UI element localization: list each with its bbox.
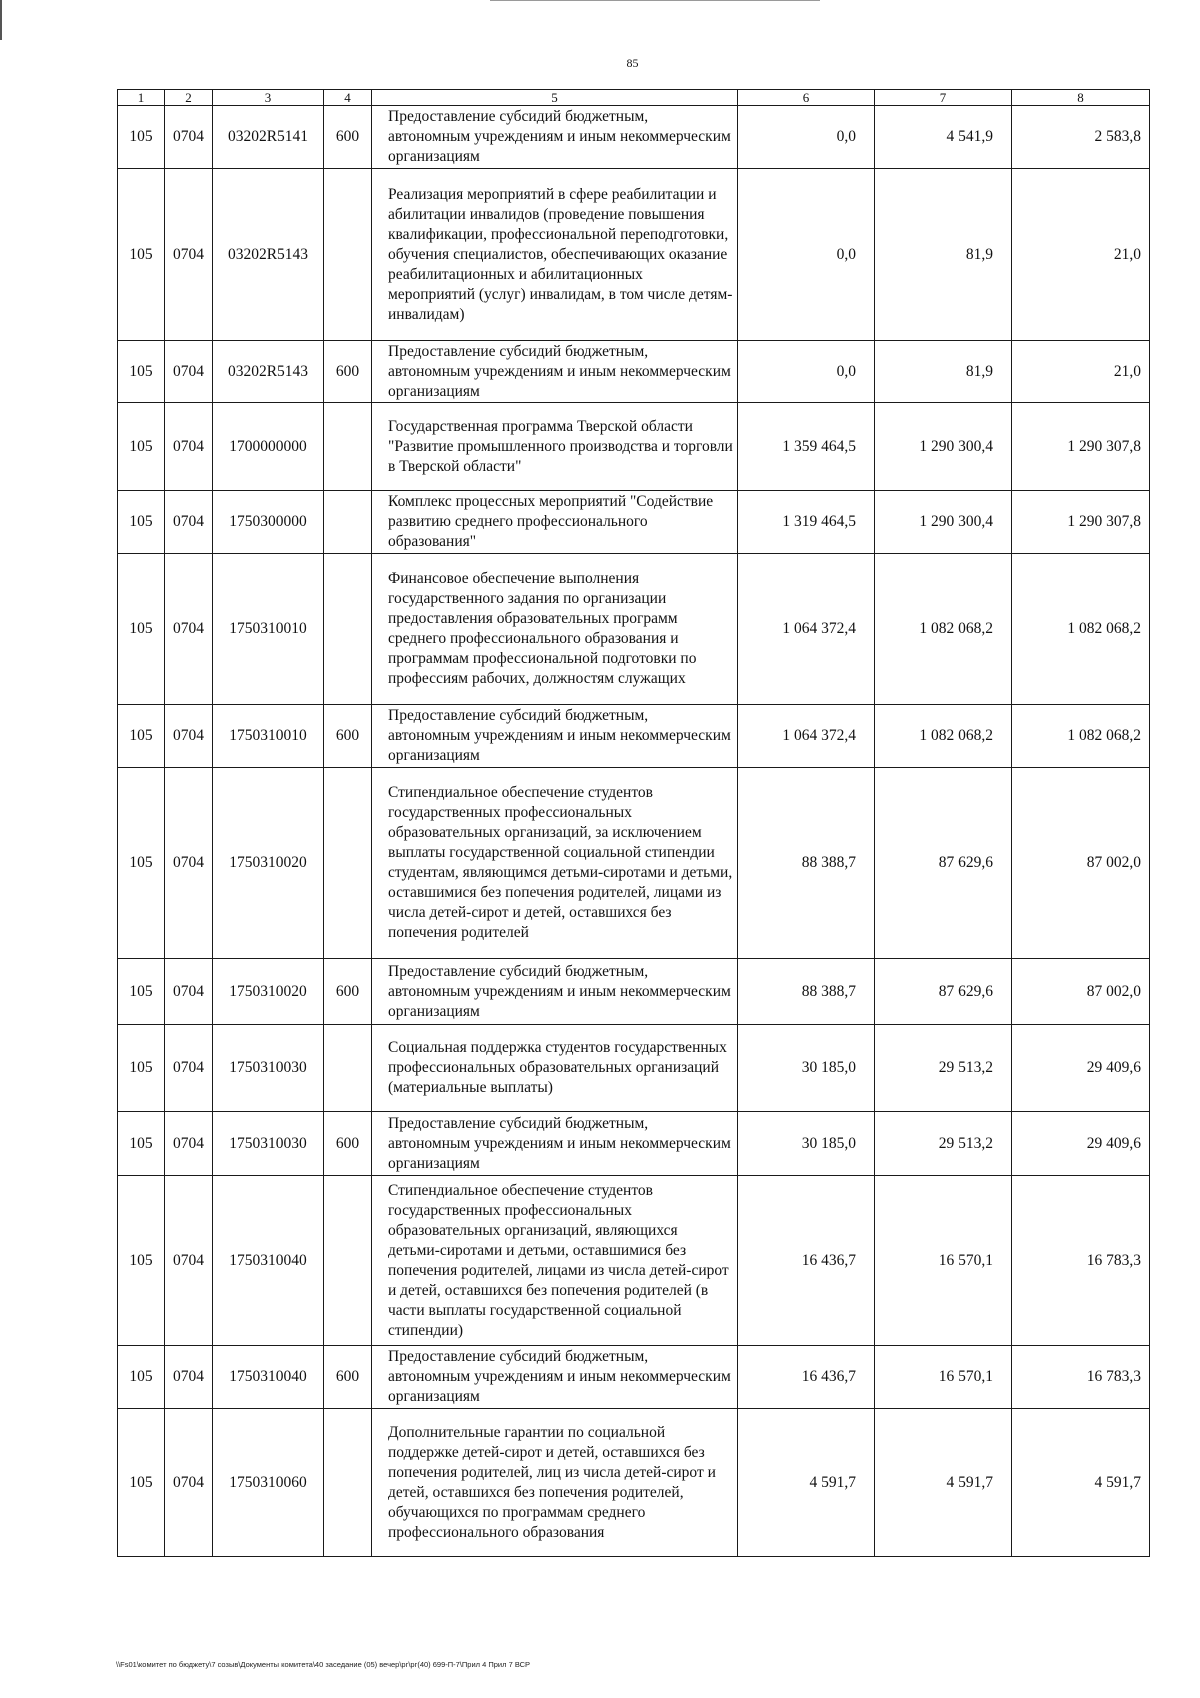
header-cell: 6	[738, 90, 875, 106]
cell-section: 0704	[165, 1112, 213, 1176]
cell-target-article: 1750310020	[213, 959, 324, 1025]
header-cell: 4	[324, 90, 372, 106]
cell-target-article: 03202R5143	[213, 169, 324, 341]
cell-amount-7: 1 290 300,4	[875, 403, 1012, 491]
cell-amount-7: 16 570,1	[875, 1176, 1012, 1346]
cell-amount-6: 16 436,7	[738, 1176, 875, 1346]
cell-amount-6: 0,0	[738, 169, 875, 341]
cell-amount-6: 1 064 372,4	[738, 554, 875, 705]
cell-amount-7: 87 629,6	[875, 768, 1012, 959]
header-cell: 1	[118, 90, 165, 106]
cell-section: 0704	[165, 169, 213, 341]
cell-amount-6: 88 388,7	[738, 959, 875, 1025]
table-row	[118, 491, 1150, 554]
cell-amount-7: 81,9	[875, 169, 1012, 341]
header-cell: 5	[372, 90, 738, 106]
cell-expense-type: 600	[324, 106, 372, 169]
footer-file-path: \\Fs01\комитет по бюджету\7 созыв\Документы комитета\40 заседание (05) вечер\рг\рг(40) 699-П-7\Прил 4 Прил 7 ВСР	[116, 1660, 530, 1669]
cell-ministry: 105	[118, 1025, 165, 1112]
cell-amount-7: 87 629,6	[875, 959, 1012, 1025]
cell-description: Государственная программа Тверской области "Развитие промышленного производства и торговли в Тверской области"	[372, 403, 738, 491]
cell-description: Дополнительные гарантии по социальной поддержке детей-сирот и детей, оставшихся без попечения родителей, лиц из числа детей-сирот и детей, оставшихся без попечения родителей, обучающихся по программам среднего профессионального образования	[372, 1409, 738, 1557]
cell-amount-6: 1 319 464,5	[738, 491, 875, 554]
cell-expense-type: 600	[324, 1346, 372, 1409]
table-row	[118, 959, 1150, 1025]
cell-amount-8: 87 002,0	[1012, 768, 1150, 959]
cell-target-article: 03202R5141	[213, 106, 324, 169]
cell-description: Реализация мероприятий в сфере реабилитации и абилитации инвалидов (проведение повышения квалификации, профессиональной переподготовки, обучения специалистов, обеспечивающих оказание реабилитационных и абилитационных мероприятий (услуг) инвалидам, в том числе детям-инвалидам)	[372, 169, 738, 341]
cell-expense-type	[324, 403, 372, 491]
cell-description: Предоставление субсидий бюджетным, автономным учреждениям и иным некоммерческим организациям	[372, 341, 738, 403]
table-row	[118, 768, 1150, 959]
cell-amount-8: 29 409,6	[1012, 1112, 1150, 1176]
cell-amount-8: 1 290 307,8	[1012, 491, 1150, 554]
cell-ministry: 105	[118, 1346, 165, 1409]
table-row	[118, 1176, 1150, 1346]
cell-section: 0704	[165, 491, 213, 554]
cell-amount-6: 88 388,7	[738, 768, 875, 959]
cell-description: Финансовое обеспечение выполнения государственного задания по организации предоставления образовательных программ среднего профессионального образования и программам профессиональной подготовки по профессиям рабочих, должностям служащих	[372, 554, 738, 705]
cell-expense-type	[324, 1409, 372, 1557]
page-number: 85	[626, 56, 639, 70]
cell-amount-7: 29 513,2	[875, 1025, 1012, 1112]
cell-description: Предоставление субсидий бюджетным, автономным учреждениям и иным некоммерческим организациям	[372, 1346, 738, 1409]
cell-description: Стипендиальное обеспечение студентов государственных профессиональных образовательных организаций, являющихся детьми-сиротами и детьми, оставшимися без попечения родителей, лицами из числа детей-сирот и детей, оставшихся без попечения родителей (в части выплаты государственной социальной стипендии)	[372, 1176, 738, 1346]
table-row	[118, 1025, 1150, 1112]
cell-expense-type	[324, 491, 372, 554]
cell-ministry: 105	[118, 491, 165, 554]
cell-section: 0704	[165, 1409, 213, 1557]
table-row	[118, 106, 1150, 169]
cell-target-article: 1750310010	[213, 554, 324, 705]
table-row	[118, 341, 1150, 403]
scan-line-top	[490, 0, 820, 1]
cell-ministry: 105	[118, 106, 165, 169]
header-cell: 3	[213, 90, 324, 106]
cell-amount-8: 16 783,3	[1012, 1176, 1150, 1346]
cell-amount-8: 29 409,6	[1012, 1025, 1150, 1112]
cell-amount-6: 30 185,0	[738, 1112, 875, 1176]
cell-target-article: 1700000000	[213, 403, 324, 491]
cell-description: Предоставление субсидий бюджетным, автономным учреждениям и иным некоммерческим организациям	[372, 705, 738, 768]
header-cell: 2	[165, 90, 213, 106]
cell-amount-8: 1 082 068,2	[1012, 554, 1150, 705]
cell-amount-8: 1 290 307,8	[1012, 403, 1150, 491]
cell-amount-8: 16 783,3	[1012, 1346, 1150, 1409]
cell-expense-type	[324, 768, 372, 959]
cell-amount-7: 1 082 068,2	[875, 554, 1012, 705]
cell-ministry: 105	[118, 1409, 165, 1557]
budget-table	[117, 89, 1150, 1557]
cell-expense-type	[324, 169, 372, 341]
cell-description: Предоставление субсидий бюджетным, автономным учреждениям и иным некоммерческим организациям	[372, 1112, 738, 1176]
cell-section: 0704	[165, 768, 213, 959]
cell-amount-6: 4 591,7	[738, 1409, 875, 1557]
cell-target-article: 1750310040	[213, 1346, 324, 1409]
cell-section: 0704	[165, 403, 213, 491]
table-row	[118, 169, 1150, 341]
cell-ministry: 105	[118, 554, 165, 705]
cell-section: 0704	[165, 554, 213, 705]
cell-amount-7: 81,9	[875, 341, 1012, 403]
cell-amount-6: 1 064 372,4	[738, 705, 875, 768]
cell-description: Предоставление субсидий бюджетным, автономным учреждениям и иным некоммерческим организациям	[372, 106, 738, 169]
cell-target-article: 1750300000	[213, 491, 324, 554]
cell-amount-7: 29 513,2	[875, 1112, 1012, 1176]
cell-section: 0704	[165, 106, 213, 169]
cell-expense-type	[324, 1176, 372, 1346]
cell-target-article: 1750310040	[213, 1176, 324, 1346]
scan-edge-left	[0, 0, 2, 40]
cell-ministry: 105	[118, 705, 165, 768]
cell-expense-type: 600	[324, 705, 372, 768]
cell-amount-7: 16 570,1	[875, 1346, 1012, 1409]
table-row	[118, 705, 1150, 768]
table-row	[118, 1112, 1150, 1176]
cell-ministry: 105	[118, 403, 165, 491]
cell-target-article: 1750310020	[213, 768, 324, 959]
table-row	[118, 403, 1150, 491]
cell-description: Стипендиальное обеспечение студентов государственных профессиональных образовательных организаций, за исключением выплаты государственной социальной стипендии студентам, являющимся детьми-сиротами и детьми, оставшимися без попечения родителей, лицами из числа детей-сирот и детей, оставшихся без попечения родителей	[372, 768, 738, 959]
cell-expense-type	[324, 1025, 372, 1112]
cell-target-article: 1750310030	[213, 1025, 324, 1112]
cell-ministry: 105	[118, 1176, 165, 1346]
cell-section: 0704	[165, 959, 213, 1025]
cell-amount-8: 1 082 068,2	[1012, 705, 1150, 768]
cell-ministry: 105	[118, 959, 165, 1025]
cell-section: 0704	[165, 1176, 213, 1346]
cell-amount-8: 21,0	[1012, 169, 1150, 341]
cell-expense-type	[324, 554, 372, 705]
cell-section: 0704	[165, 341, 213, 403]
cell-ministry: 105	[118, 768, 165, 959]
cell-amount-6: 30 185,0	[738, 1025, 875, 1112]
cell-amount-7: 1 082 068,2	[875, 705, 1012, 768]
cell-section: 0704	[165, 1025, 213, 1112]
cell-amount-6: 0,0	[738, 106, 875, 169]
cell-target-article: 1750310030	[213, 1112, 324, 1176]
cell-amount-8: 87 002,0	[1012, 959, 1150, 1025]
cell-amount-7: 4 591,7	[875, 1409, 1012, 1557]
cell-description: Комплекс процессных мероприятий "Содействие развитию среднего профессионального образования"	[372, 491, 738, 554]
table-row	[118, 554, 1150, 705]
cell-description: Социальная поддержка студентов государственных профессиональных образовательных организаций (материальные выплаты)	[372, 1025, 738, 1112]
cell-section: 0704	[165, 705, 213, 768]
cell-amount-7: 1 290 300,4	[875, 491, 1012, 554]
cell-target-article: 03202R5143	[213, 341, 324, 403]
cell-target-article: 1750310010	[213, 705, 324, 768]
cell-amount-6: 1 359 464,5	[738, 403, 875, 491]
table-row	[118, 1409, 1150, 1557]
cell-amount-6: 16 436,7	[738, 1346, 875, 1409]
cell-ministry: 105	[118, 1112, 165, 1176]
cell-expense-type: 600	[324, 341, 372, 403]
cell-expense-type: 600	[324, 959, 372, 1025]
cell-amount-7: 4 541,9	[875, 106, 1012, 169]
cell-amount-6: 0,0	[738, 341, 875, 403]
cell-amount-8: 2 583,8	[1012, 106, 1150, 169]
header-row	[118, 90, 1150, 106]
cell-section: 0704	[165, 1346, 213, 1409]
cell-description: Предоставление субсидий бюджетным, автономным учреждениям и иным некоммерческим организациям	[372, 959, 738, 1025]
cell-amount-8: 21,0	[1012, 341, 1150, 403]
cell-ministry: 105	[118, 341, 165, 403]
cell-amount-8: 4 591,7	[1012, 1409, 1150, 1557]
table-row	[118, 1346, 1150, 1409]
header-cell: 7	[875, 90, 1012, 106]
cell-ministry: 105	[118, 169, 165, 341]
header-cell: 8	[1012, 90, 1150, 106]
cell-expense-type: 600	[324, 1112, 372, 1176]
cell-target-article: 1750310060	[213, 1409, 324, 1557]
